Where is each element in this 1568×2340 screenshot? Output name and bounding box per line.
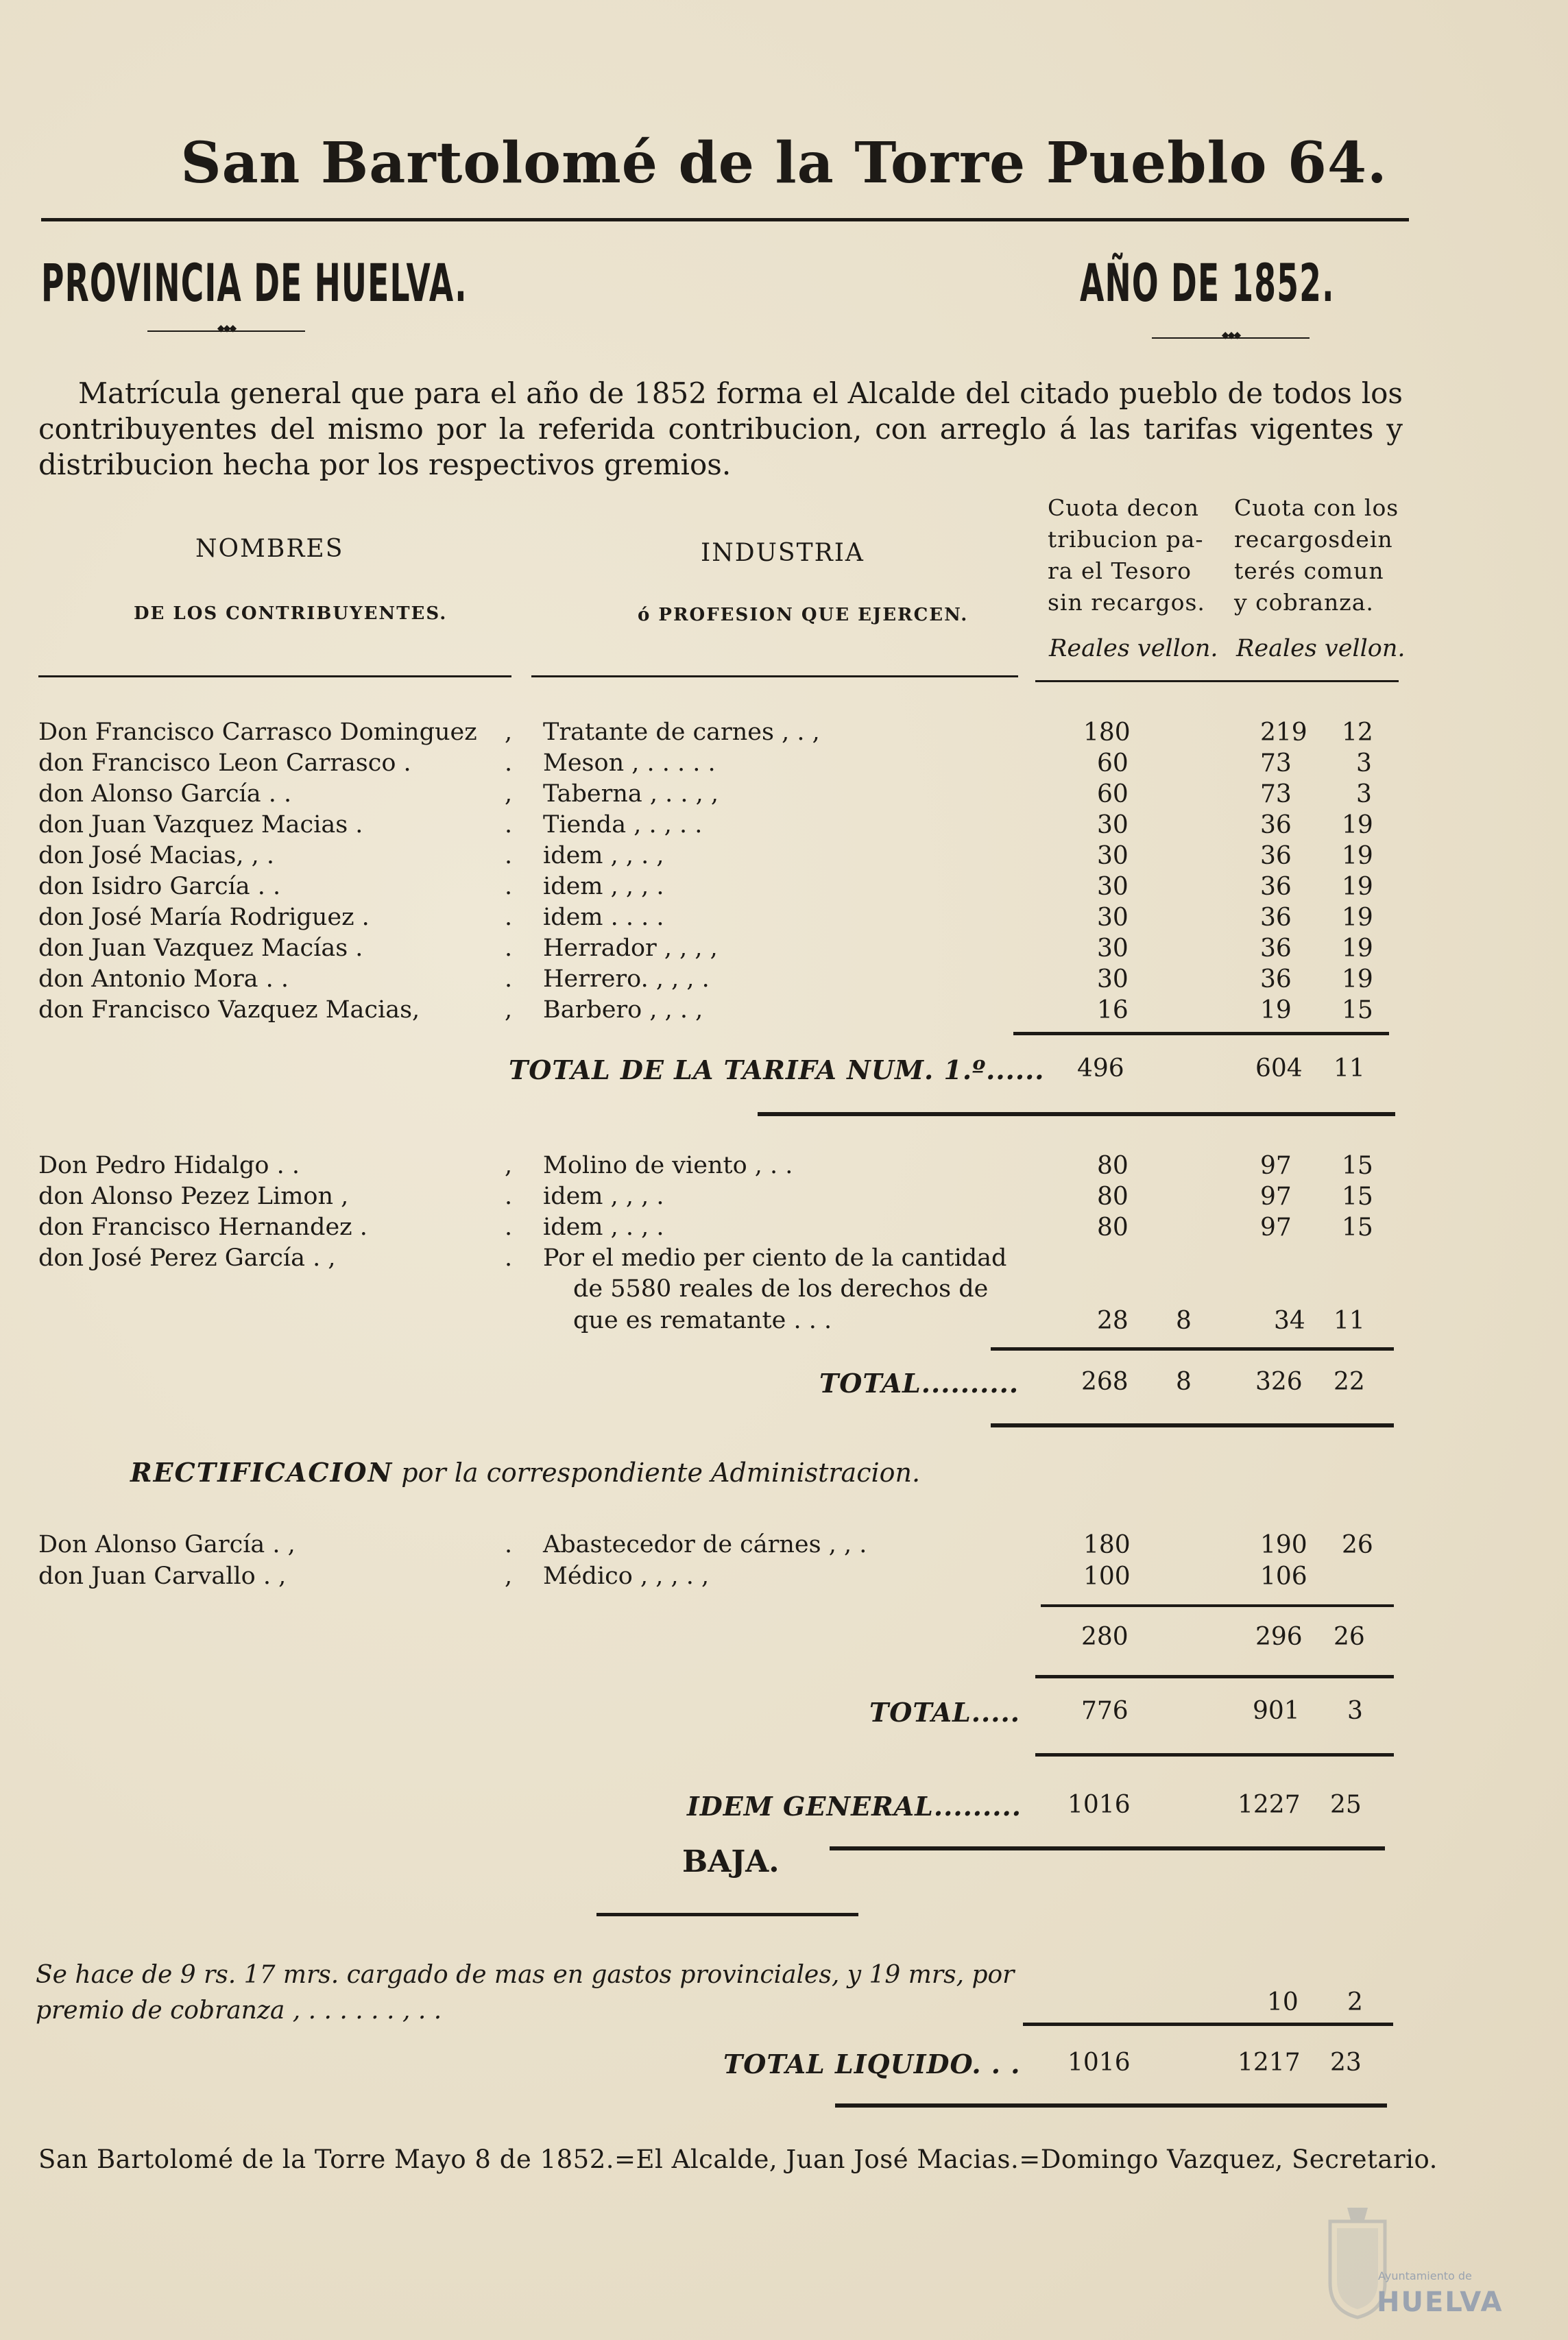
- row-c2: 219: [1260, 719, 1307, 747]
- row-c2: 36: [1260, 934, 1292, 963]
- row-name: don José María Rodriguez .: [38, 904, 370, 931]
- row-c2: 19: [1260, 996, 1292, 1024]
- table-row: [0, 873, 1568, 904]
- header-industry: INDUSTRIA: [701, 539, 865, 567]
- row-industry: Taberna , . . , ,: [543, 780, 719, 808]
- header-industry-sub: ó PROFESION QUE EJERCEN.: [638, 605, 969, 625]
- header-unit-1: Reales vellon.: [1049, 635, 1218, 662]
- row-name: don Juan Carvallo . ,: [38, 1563, 287, 1590]
- total-2-c2: 326: [1255, 1368, 1303, 1396]
- header-unit-2: Reales vellon.: [1236, 635, 1406, 662]
- row-sep: ,: [505, 780, 513, 808]
- deduction-note: Se hace de 9 rs. 17 mrs. cargado de mas en gastos provinciales, y 19 mrs, por premio de cobranza , . . . . . . , . .: [36, 1961, 1015, 2025]
- row-name: Don Alonso García . ,: [38, 1531, 295, 1558]
- header-cuota-recargos: Cuota con los recargosdein terés comun y cobranza.: [1234, 494, 1399, 616]
- row-c1: 16: [1097, 996, 1129, 1024]
- row-c2: 73: [1260, 749, 1292, 777]
- idem-general-c1: 1016: [1068, 1791, 1131, 1819]
- row-name: don Francisco Vazquez Macias,: [38, 996, 420, 1024]
- row-c2: 36: [1260, 842, 1292, 870]
- idem-general-row: [0, 1791, 1568, 1822]
- rectification-rest: por la correspondiente Administracion.: [393, 1458, 921, 1488]
- row-industry: Abastecedor de cárnes , , .: [543, 1531, 867, 1558]
- seal-small-text: Ayuntamiento de: [1378, 2269, 1472, 2282]
- row-c1: 28: [1097, 1307, 1129, 1335]
- table-row: [0, 719, 1568, 749]
- total-liquido-c2b: 23: [1330, 2049, 1362, 2077]
- baja-underline: [596, 1913, 858, 1916]
- row-c1: 30: [1097, 904, 1129, 932]
- title-rule: [41, 218, 1409, 221]
- table-row: [0, 904, 1568, 934]
- row-name: don José Perez García . ,: [38, 1244, 336, 1272]
- header-rule-names: [38, 675, 511, 677]
- section-2-last-row-cont2: [0, 1307, 1568, 1338]
- row-name: don José Macias, , .: [38, 842, 275, 869]
- subtotal-3-row: [0, 1623, 1568, 1654]
- total-liquido-label: TOTAL LIQUIDO. . .: [723, 2049, 1021, 2079]
- row-industry: Barbero , , . ,: [543, 996, 703, 1024]
- liquido-end-rule: [835, 2103, 1387, 2108]
- table-row: [0, 1152, 1568, 1183]
- row-industry: idem , . , .: [543, 1214, 664, 1241]
- row-sep: .: [505, 934, 513, 962]
- row-c1: 30: [1097, 811, 1129, 839]
- row-name: don Isidro García . .: [38, 873, 281, 900]
- row-c2: 36: [1260, 965, 1292, 993]
- total-3-label: TOTAL.....: [869, 1697, 1020, 1728]
- row-sep: ,: [505, 719, 513, 746]
- total-1-c2: 604: [1255, 1054, 1303, 1083]
- row-c1: 80: [1097, 1183, 1129, 1211]
- row-name: don Francisco Hernandez .: [38, 1214, 367, 1241]
- row-industry: Molino de viento , . .: [543, 1152, 793, 1179]
- row-sep: .: [505, 842, 513, 869]
- row-sep: ,: [505, 1152, 513, 1179]
- row-sep: ,: [505, 996, 513, 1024]
- row-c2: 106: [1260, 1563, 1307, 1591]
- row-c1: 180: [1083, 719, 1131, 747]
- total-2-row: [0, 1368, 1568, 1399]
- row-sep: .: [505, 1244, 513, 1272]
- province-heading: PROVINCIA DE HUELVA.: [41, 252, 468, 313]
- row-c2b: 3: [1356, 749, 1372, 777]
- row-industry: idem , , . ,: [543, 842, 664, 869]
- row-name: don Juan Vazquez Macias .: [38, 811, 363, 839]
- total-1-c2b: 11: [1334, 1054, 1365, 1083]
- baja-rule: [830, 1846, 1385, 1850]
- row-name: Don Francisco Carrasco Dominguez: [38, 719, 477, 746]
- row-c2: 97: [1260, 1214, 1292, 1242]
- row-c2b: 19: [1342, 842, 1373, 870]
- row-c2: 36: [1260, 811, 1292, 839]
- row-industry-line2: de 5580 reales de los derechos de: [573, 1275, 989, 1303]
- total-1-label: TOTAL DE LA TARIFA NUM. 1.º......: [509, 1054, 1045, 1085]
- note-c2: 10: [1267, 1988, 1299, 2016]
- total-1-rule: [1013, 1032, 1389, 1035]
- row-c1: 80: [1097, 1152, 1129, 1180]
- row-c2: 36: [1260, 904, 1292, 932]
- row-sep: .: [505, 904, 513, 931]
- intro-paragraph: Matrícula general que para el año de 1852 forma el Alcalde del citado pueblo de todos los contribuyentes del mismo por la referida contribucion, con arreglo á las tarifas vigentes y distribucion hecha por los respectivos gremios.: [38, 376, 1403, 481]
- year-heading: AÑO DE 1852.: [1080, 252, 1335, 313]
- table-row: [0, 996, 1568, 1027]
- row-industry: Herrero. , , , .: [543, 965, 710, 993]
- table-row: [0, 780, 1568, 811]
- row-c2b: 3: [1356, 780, 1372, 808]
- header-rule-industry: [531, 675, 1018, 677]
- header-names-sub: DE LOS CONTRIBUYENTES.: [134, 603, 448, 624]
- row-c1: 100: [1083, 1563, 1131, 1591]
- seal-big-text: HUELVA: [1377, 2287, 1504, 2318]
- section-2-last-row-cont: [0, 1275, 1568, 1306]
- row-c2b: 19: [1342, 965, 1373, 993]
- table-row: [0, 1531, 1568, 1562]
- row-c1b: 8: [1176, 1307, 1192, 1335]
- row-c2b: 12: [1342, 719, 1373, 747]
- row-c2: 36: [1260, 873, 1292, 901]
- row-c2: 97: [1260, 1183, 1292, 1211]
- row-name: don Antonio Mora . .: [38, 965, 289, 993]
- row-c2: 34: [1274, 1307, 1305, 1335]
- row-sep: .: [505, 873, 513, 900]
- header-cuota-tesoro: Cuota decon tribucion pa- ra el Tesoro sin recargos.: [1048, 494, 1205, 616]
- row-c1: 60: [1097, 780, 1129, 808]
- row-sep: .: [505, 965, 513, 993]
- row-c2b: 19: [1342, 904, 1373, 932]
- row-name: don Alonso Pezez Limon ,: [38, 1183, 349, 1210]
- row-industry: Herrador , , , ,: [543, 934, 718, 962]
- idem-rule: [1035, 1753, 1394, 1757]
- table-row: [0, 1183, 1568, 1214]
- row-c1: 30: [1097, 965, 1129, 993]
- rectification-bold: RECTIFICACION: [130, 1457, 394, 1488]
- total-2-label: TOTAL..........: [819, 1368, 1020, 1399]
- row-sep: .: [505, 1183, 513, 1210]
- row-c1: 60: [1097, 749, 1129, 777]
- total-3-c2b: 3: [1347, 1697, 1363, 1725]
- baja-heading: BAJA.: [682, 1844, 780, 1879]
- liquido-rule: [1023, 2023, 1393, 2026]
- note-c2b: 2: [1347, 1988, 1363, 2016]
- row-industry: Médico , , , . ,: [543, 1563, 710, 1590]
- row-name: don Francisco Leon Carrasco .: [38, 749, 411, 777]
- row-c2b: 15: [1342, 1183, 1373, 1211]
- row-name: Don Pedro Hidalgo . .: [38, 1152, 300, 1179]
- row-sep: ,: [505, 1563, 513, 1590]
- row-industry: idem , , , .: [543, 1183, 664, 1210]
- subtotal-3-rule: [1041, 1604, 1394, 1607]
- table-row: [0, 965, 1568, 996]
- row-c2b: 15: [1342, 1214, 1373, 1242]
- table-row: [0, 1214, 1568, 1244]
- total-liquido-row: [0, 2049, 1568, 2079]
- signature-footer: San Bartolomé de la Torre Mayo 8 de 1852.=El Alcalde, Juan José Macias.=Domingo Vazquez, Secretario.: [38, 2145, 1438, 2174]
- row-sep: .: [505, 1531, 513, 1558]
- row-c2b: 15: [1342, 1152, 1373, 1180]
- total-2-c1b: 8: [1176, 1368, 1192, 1396]
- idem-general-c2b: 25: [1330, 1791, 1362, 1819]
- subtotal-3-c2: 296: [1255, 1623, 1303, 1651]
- row-industry-line3: que es rematante . . .: [573, 1307, 832, 1334]
- header-names: NOMBRES: [195, 535, 344, 563]
- row-c2b: 15: [1342, 996, 1373, 1024]
- row-industry: Meson , . . . . .: [543, 749, 716, 777]
- row-c2b: 26: [1342, 1531, 1373, 1559]
- table-row: [0, 749, 1568, 780]
- row-industry: Tienda , . , . .: [543, 811, 703, 839]
- total-3-c1: 776: [1081, 1697, 1129, 1725]
- table-row: [0, 842, 1568, 873]
- row-c2b: 11: [1334, 1307, 1365, 1335]
- row-c2: 73: [1260, 780, 1292, 808]
- section-2-last-row: [0, 1244, 1568, 1275]
- total-1-row: [0, 1054, 1568, 1085]
- note-values-row: [0, 1988, 1568, 2019]
- total-2-rule: [991, 1347, 1394, 1351]
- section-1-end-rule: [758, 1112, 1395, 1116]
- total-liquido-c2: 1217: [1238, 2049, 1301, 2077]
- row-industry: idem , , , .: [543, 873, 664, 900]
- total-1-c1: 496: [1077, 1054, 1124, 1083]
- table-row: [0, 934, 1568, 965]
- header-rule-cuotas: [1035, 680, 1399, 682]
- row-c2b: 19: [1342, 873, 1373, 901]
- subtotal-3-c1: 280: [1081, 1623, 1129, 1651]
- row-c2b: 19: [1342, 811, 1373, 839]
- row-c1: 30: [1097, 842, 1129, 870]
- total-3-rule: [1035, 1675, 1394, 1678]
- row-industry: idem . . . .: [543, 904, 664, 931]
- total-2-c2b: 22: [1334, 1368, 1365, 1396]
- row-c2b: 19: [1342, 934, 1373, 963]
- row-sep: .: [505, 1214, 513, 1241]
- flourish-right: [1152, 336, 1310, 340]
- row-c1: 30: [1097, 873, 1129, 901]
- total-2-c1: 268: [1081, 1368, 1129, 1396]
- row-sep: .: [505, 749, 513, 777]
- row-c2: 97: [1260, 1152, 1292, 1180]
- row-industry-line1: Por el medio per ciento de la cantidad: [543, 1244, 1007, 1272]
- rectification-heading: [130, 1457, 920, 1488]
- total-liquido-c1: 1016: [1068, 2049, 1131, 2077]
- table-row: [0, 811, 1568, 842]
- row-c1: 30: [1097, 934, 1129, 963]
- row-c1: 80: [1097, 1214, 1129, 1242]
- document-title: San Bartolomé de la Torre Pueblo 64.: [180, 130, 1388, 196]
- total-3-row: [0, 1697, 1568, 1728]
- row-sep: .: [505, 811, 513, 839]
- row-c1: 180: [1083, 1531, 1131, 1559]
- flourish-left: [147, 329, 305, 333]
- row-name: don Alonso García . .: [38, 780, 292, 808]
- idem-general-c2: 1227: [1238, 1791, 1301, 1819]
- total-3-c2: 901: [1253, 1697, 1300, 1725]
- row-name: don Juan Vazquez Macías .: [38, 934, 363, 962]
- table-row: [0, 1563, 1568, 1593]
- section-2-end-rule: [991, 1423, 1394, 1427]
- idem-general-label: IDEM GENERAL.........: [687, 1791, 1022, 1822]
- row-industry: Tratante de carnes , . ,: [543, 719, 820, 746]
- row-c2: 190: [1260, 1531, 1307, 1559]
- subtotal-3-c2b: 26: [1334, 1623, 1365, 1651]
